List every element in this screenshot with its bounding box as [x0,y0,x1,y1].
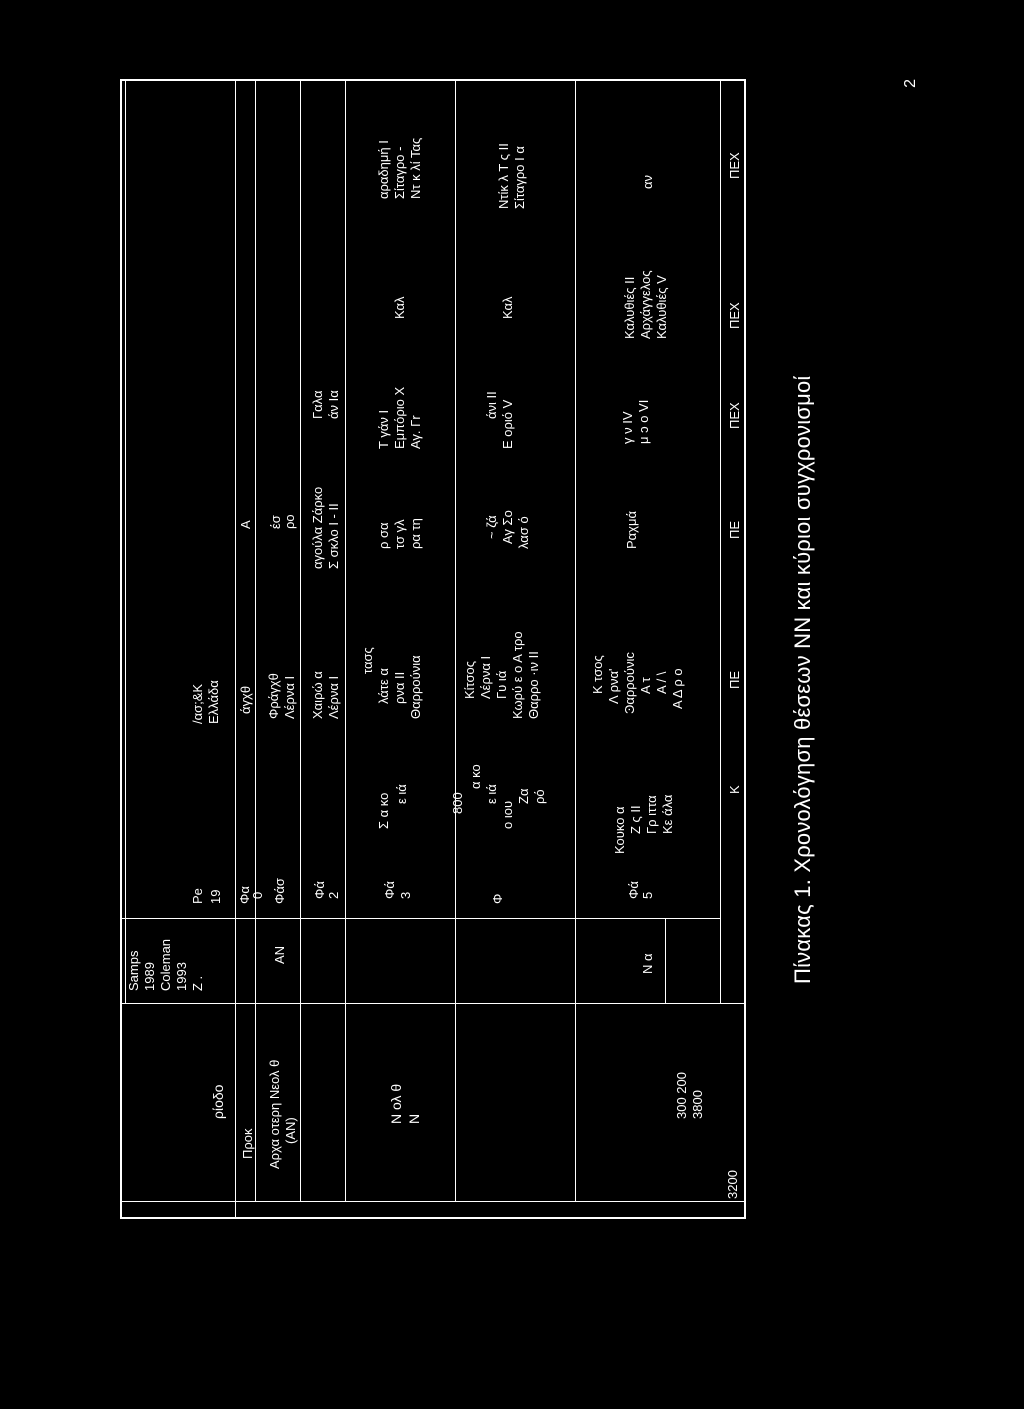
table-border-bottom [744,79,746,1219]
greece-row4-e: Θαρρο ·ιν ΙΙ [526,651,541,719]
kal-row3: Καλ [392,296,407,319]
v-line-period [120,1003,745,1004]
kal-footer: ΠΕΧ [727,302,742,329]
pe-phase4: Φ [490,893,505,904]
greece-row3-b: λάτε α [376,668,391,704]
macedonia-row3-b: Εμπόριο Χ [392,386,407,449]
macedonia-row2-a: Γαλα [310,390,325,419]
ak-row4-d: Ζα [516,788,531,804]
macedonia-row5-b: μ ͻ ο VΙ [636,399,651,444]
ak-row4-b: ε ιά [484,784,499,804]
ak-row5-b: Ζ ς ΙΙ [628,805,643,834]
table-border-right [120,79,745,81]
h-line-2 [235,79,236,1219]
pe-phase5-a: Φά [626,881,641,899]
h-line-8 [720,79,721,1004]
east-row4-a: Ντίκ λ Τ ς ΙΙ [496,143,511,209]
greece-row1-b: Λέρνα Ι [282,675,297,719]
v-line-phase [120,918,720,919]
greece-row5-c: Ͽαρρούνιc [622,652,637,714]
ak-row3-a: Σ α κο [376,792,391,829]
ak-row5-d: Κε άλα [660,794,675,834]
greece-row4-a: Κίτσος [462,660,477,699]
phase-header-5: Ζ . [190,975,205,991]
thessaly-row1-b: ρο [282,514,297,529]
early-neolithic-line1: Αρχα οτερη Νεολ θ [267,1059,282,1169]
greece-footer: ΠΕ [727,670,742,689]
ak-row4-a: α κο [468,764,483,789]
ak-row5-c: Γρ ιττα [644,795,659,834]
period-header: ρίοδο [210,1084,226,1119]
thessaly-row2-a: αγούλα Ζάρκο [310,486,325,569]
thessaly-footer: ΠΕ [727,520,742,539]
greece-row4-b: Λέρνα Ι [478,655,493,699]
macedonia-row2-b: άν Ια [326,390,341,419]
table-caption: Πίνακας 1. Χρονολόγηση θέσεων ΝΝ και κύριοι συγχρονισμοί [790,375,815,984]
h-line-1 [125,79,126,1004]
macedonia-row3-a: Τ γάν Ι [376,409,391,449]
east-footer: ΠΕΧ [727,152,742,179]
pe-phase0-b: 0 [250,891,265,899]
east-row3-c: Ντ κ λί Τας [408,137,423,199]
h-line-5 [345,79,346,1202]
table-border-top [120,79,122,1219]
thessaly-row2-b: Σ σκλο Ι - ΙΙ [326,503,341,569]
pe-phase2-b: 2 [326,891,341,899]
year-3200: 3200 [725,1170,740,1199]
greece-row2-a: Χαιρώ α [310,671,325,719]
middle-neolithic-line2: Ν [406,1113,422,1124]
macedonia-row4-b: Ε οριό V [500,399,515,449]
macedonia-row3-c: Αγ. Γr [408,415,423,449]
greece-row1-a: Φράγχθ [266,673,281,719]
macedonia-row4-a: άνι ΙΙ [484,391,499,419]
pe-phase3-b: 3 [398,891,413,899]
kal-row5-c: Καλυθιές V [654,275,669,339]
kal-row5-a: Καλυθιές ΙΙ [622,276,637,339]
phase-header-2: 1989 [142,962,157,991]
pe-phase1: Φάσ [272,878,287,904]
pe-phase5-b: 5 [640,891,655,899]
greece-header-2: Ελλάδα [206,680,221,724]
ak-row4-e: ρό [532,789,547,804]
year-3800: 3800 [690,1090,705,1119]
phase-header-3: Coleman [158,938,173,991]
ak-row5-a: Κουκο α [612,806,627,854]
east-row3-a: αραδημή Ι [376,140,391,199]
year-300-200: 300 200 [674,1072,689,1119]
greece-row3-d: Θαρρούνια [408,655,423,719]
greece-row5-b: Λ ρνα' [606,668,621,704]
kal-row4: Καλ [500,296,515,319]
ak-footer: Κ [727,785,742,794]
year-800: 800 [450,792,465,814]
greece-row5-d: Α τ [638,677,653,694]
kal-row5-b: Αρχάγγελος [638,270,653,339]
phase-header-1: Samps [126,950,141,991]
macedonia-footer: ΠΕΧ [727,402,742,429]
early-neolithic-line2: (ΑΝ) [283,1117,298,1144]
pe-header-1: Pe [190,888,205,904]
east-row4-b: Σίταγρο Ι α [512,146,527,209]
pe-header-2: 19 [208,889,223,904]
pe-phase2-a: Φά [312,881,327,899]
h-line-7 [575,79,576,1202]
greece-row4-c: Γυ ιά [494,670,509,699]
phase-na: Ν α [640,953,655,974]
proto-label: Προκ [240,1128,255,1159]
greece-row4-d: Κωρύ ε ο Α τρο [510,631,525,719]
phase-an: ΑΝ [272,945,287,964]
thessaly-row4-c: λασ ό [516,516,531,549]
thessaly-row0: Α [238,520,253,529]
greece-row0: άγχθ [238,685,253,714]
greece-header-1: /ασ;&Κ [190,683,205,724]
ak-row3-b: ε ιά [394,784,409,804]
pe-phase3-a: Φά [382,881,397,899]
east-row5: αν [640,174,655,189]
macedonia-row5-a: γ ν IV [620,411,635,444]
h-line-4 [300,79,301,1202]
thessaly-row5: Ραχμά [624,510,639,549]
v-line-years [120,1201,745,1202]
thessaly-row3-b: τσ γλ [392,519,407,549]
thessaly-row1-a: έσ [268,515,283,529]
greece-row3-c: ρνα ΙΙ [392,671,407,704]
greece-row3-a: τασς [360,647,375,674]
table-border-left [120,1217,745,1219]
h-line-6 [455,79,456,1202]
ak-row4-c: ο ιου [500,800,515,829]
east-row3-b: Σίταγρο - [392,146,407,199]
thessaly-row3-a: ρ σα [376,522,391,549]
pe-phase0-a: Φα [237,886,252,904]
thessaly-row4-b: Αγ Σο [500,510,515,544]
h-line-9 [665,919,666,1004]
greece-row5-a: Κ τσος [590,655,605,694]
middle-neolithic-line1: Ν ολ θ [388,1083,404,1124]
greece-row5-e: Α / \ [654,671,669,694]
page-number: 2 [902,78,920,88]
h-line-3 [255,79,256,1202]
greece-row5-f: Α Δ ρ ο [670,668,685,709]
phase-header-4: 1993 [174,962,189,991]
thessaly-row4-a: ~ ζά [484,515,499,539]
greece-row2-b: Λέρνα Ι [326,675,341,719]
thessaly-row3-c: ρα τη [408,518,423,549]
